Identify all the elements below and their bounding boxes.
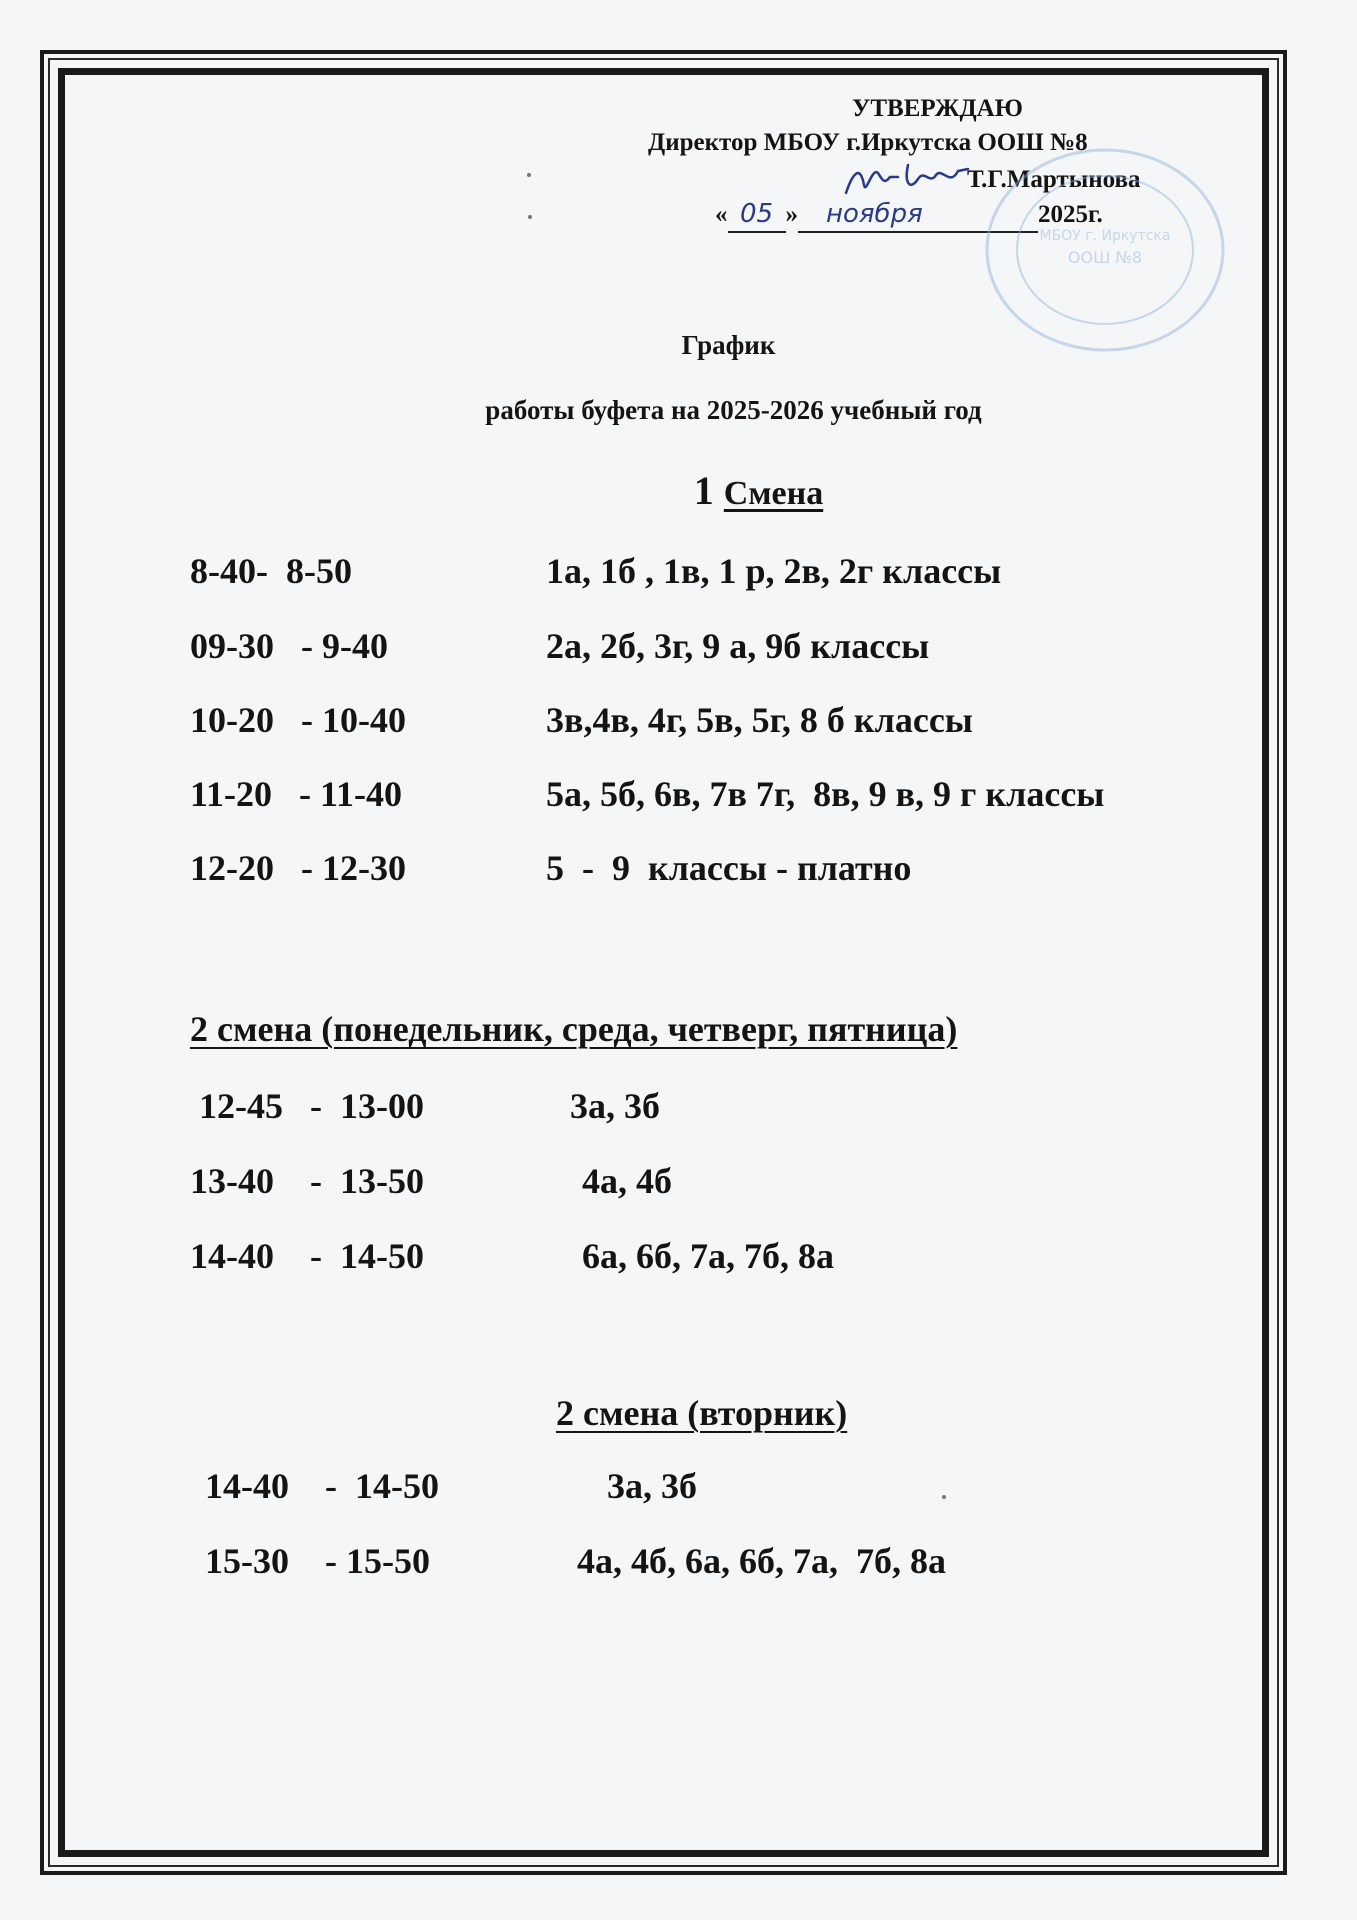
schedule-row — [190, 1235, 834, 1403]
shift2-tuesday-heading: 2 смена (вторник) — [556, 1393, 848, 1433]
row-time: 14-40 - 14-50 — [205, 1466, 439, 1506]
shift1-word: Смена — [723, 475, 824, 512]
row-classes: 6а, 6б, 7а, 7б, 8а — [582, 1236, 834, 1276]
row-time: 10-20 - 10-40 — [190, 700, 406, 740]
shift2-main-heading: 2 смена (понедельник, среда, четверг, пятница) — [190, 1009, 958, 1049]
document-subtitle: работы буфета на 2025-2026 учебный год — [485, 395, 982, 425]
row-classes: 1а, 1б , 1в, 1 р, 2в, 2г классы — [546, 551, 1002, 591]
row-classes: 3а, 3б — [570, 1086, 660, 1126]
row-time: 15-30 - 15-50 — [205, 1541, 430, 1581]
row-time: 12-45 - 13-00 — [190, 1086, 424, 1126]
svg-text:ООШ №8: ООШ №8 — [1067, 248, 1143, 267]
schedule-row — [190, 847, 912, 1015]
date-quote-open: « — [715, 201, 728, 228]
scan-speck — [528, 215, 532, 219]
approval-name: Т.Г.Мартынова — [967, 166, 1141, 193]
row-classes: 4а, 4б — [582, 1161, 672, 1201]
date-month: ноября — [826, 199, 923, 229]
row-time: 12-20 - 12-30 — [190, 848, 406, 888]
row-time: 11-20 - 11-40 — [190, 774, 402, 814]
svg-text:МБОУ г. Иркутска: МБОУ г. Иркутска — [1039, 228, 1171, 244]
date-day: 05 — [739, 199, 774, 229]
approval-position: Директор МБОУ г.Иркутска ООШ №8 — [648, 129, 1088, 156]
scan-speck — [942, 1495, 946, 1499]
row-classes: 5а, 5б, 6в, 7в 7г, 8в, 9 в, 9 г классы — [546, 774, 1105, 814]
row-classes: 2а, 2б, 3г, 9 а, 9б классы — [546, 626, 930, 666]
row-classes: 5 - 9 классы - платно — [546, 848, 912, 888]
row-time: 09-30 - 9-40 — [190, 626, 388, 666]
document-title: График — [681, 330, 776, 360]
scan-speck — [527, 173, 531, 177]
row-time: 14-40 - 14-50 — [190, 1236, 424, 1276]
date-year: 2025г. — [1038, 201, 1103, 228]
schedule-row — [205, 1540, 946, 1708]
approval-heading: УТВЕРЖДАЮ — [852, 95, 1023, 122]
row-time: 13-40 - 13-50 — [190, 1161, 424, 1201]
row-classes: 4а, 4б, 6а, 6б, 7а, 7б, 8а — [577, 1541, 946, 1581]
row-classes: 3а, 3б — [607, 1466, 697, 1506]
shift1-number: 1 — [693, 468, 714, 513]
date-quote-close: » — [785, 201, 798, 228]
stamp-icon — [980, 145, 1230, 355]
shift1-heading — [0, 467, 1357, 514]
row-classes: 3в,4в, 4г, 5в, 5г, 8 б классы — [546, 700, 973, 740]
row-time: 8-40- 8-50 — [190, 551, 352, 591]
date-day-blank — [728, 198, 786, 233]
